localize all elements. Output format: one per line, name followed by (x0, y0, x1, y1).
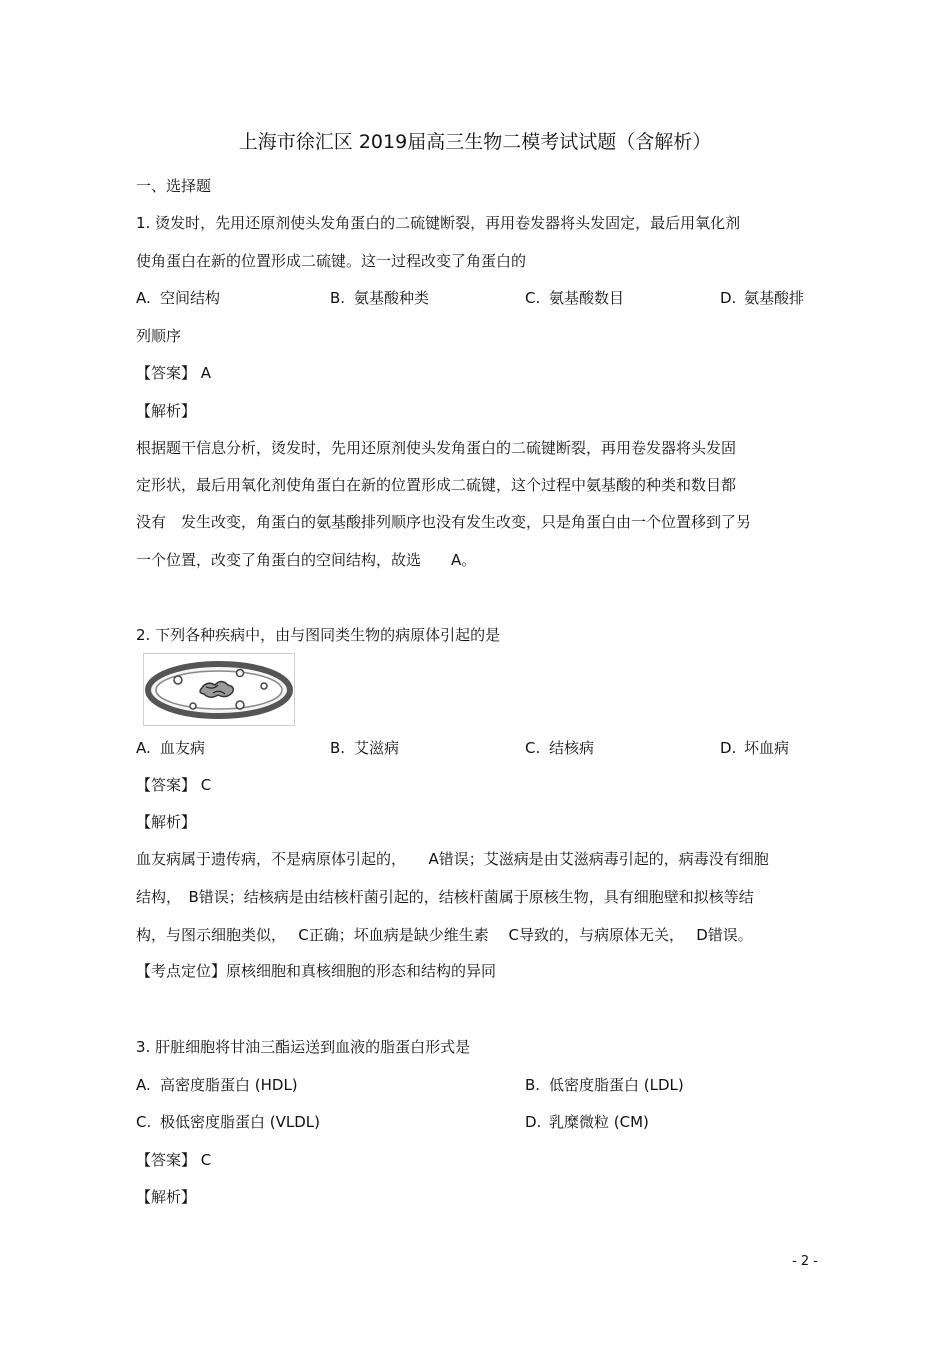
q3-analysis-label: 【解析】 (136, 1188, 197, 1206)
q2-analysis-line: 结构， B错误；结核病是由结核杆菌引起的，结核杆菌属于原核生物，具有细胞壁和拟核等结 (136, 888, 754, 906)
q2-stem: 2. 下列各种疾病中，由与图同类生物的病原体引起的是 (136, 626, 501, 644)
q1-stem-line-1: 1. 烫发时，先用还原剂使头发角蛋白的二硫键断裂，再用卷发器将头发固定，最后用氧化剂 (136, 214, 741, 232)
q1-analysis-line: 没有 发生改变，角蛋白的氨基酸排列顺序也没有发生改变，只是角蛋白由一个位置移到了另 (136, 513, 752, 531)
q1-analysis-line: 根据题干信息分析，烫发时，先用还原剂使头发角蛋白的二硫键断裂，再用卷发器将头发固 (136, 439, 737, 457)
q1-analysis-line: 定形状，最后用氧化剂使角蛋白在新的位置形成二硫键，这个过程中氨基酸的种类和数目都 (136, 476, 737, 494)
q2-option-a: A. 血友病 (136, 739, 206, 757)
q1-stem-line-2: 使角蛋白在新的位置形成二硫键。这一过程改变了角蛋白的 (136, 252, 527, 270)
q3-option-b: B. 低密度脂蛋白 (LDL) (525, 1076, 684, 1094)
q2-kaodian: 【考点定位】原核细胞和真核细胞的形态和结构的异同 (136, 962, 497, 980)
q1-answer: 【答案】 A (136, 364, 212, 382)
q1-analysis-label: 【解析】 (136, 402, 197, 420)
q3-option-d: D. 乳糜微粒 (CM) (525, 1113, 649, 1131)
q2-answer: 【答案】 C (136, 776, 212, 794)
q2-option-b: B. 艾滋病 (330, 739, 400, 757)
q2-analysis-line: 构，与图示细胞类似， C正确；坏血病是缺少维生素 C导致的，与病原体无关， D错误。 (136, 926, 753, 944)
section-heading: 一、选择题 (136, 177, 212, 195)
q1-option-b: B. 氨基酸种类 (330, 289, 430, 307)
q2-analysis-line: 血友病属于遗传病，不是病原体引起的， A错误；艾滋病是由艾滋病毒引起的，病毒没有细胞 (136, 850, 769, 868)
q3-stem: 3. 肝脏细胞将甘油三酯运送到血液的脂蛋白形式是 (136, 1038, 471, 1056)
q1-option-c: C. 氨基酸数目 (525, 289, 625, 307)
q1-option-a: A. 空间结构 (136, 289, 221, 307)
page-number: - 2 - (792, 1254, 818, 1269)
q2-option-c: C. 结核病 (525, 739, 595, 757)
bacterium-figure (143, 653, 295, 726)
q1-option-d-wrap: 列顺序 (136, 327, 182, 345)
q3-answer: 【答案】 C (136, 1151, 212, 1169)
q2-option-d: D. 坏血病 (720, 739, 790, 757)
q3-option-c: C. 极低密度脂蛋白 (VLDL) (136, 1113, 320, 1131)
q1-analysis-line: 一个位置，改变了角蛋白的空间结构，故选 A。 (136, 551, 477, 569)
page-title: 上海市徐汇区 2019届高三生物二模考试试题（含解析） (238, 131, 712, 153)
q3-option-a: A. 高密度脂蛋白 (HDL) (136, 1076, 298, 1094)
q1-option-d: D. 氨基酸排 (720, 289, 805, 307)
q2-analysis-label: 【解析】 (136, 813, 197, 831)
